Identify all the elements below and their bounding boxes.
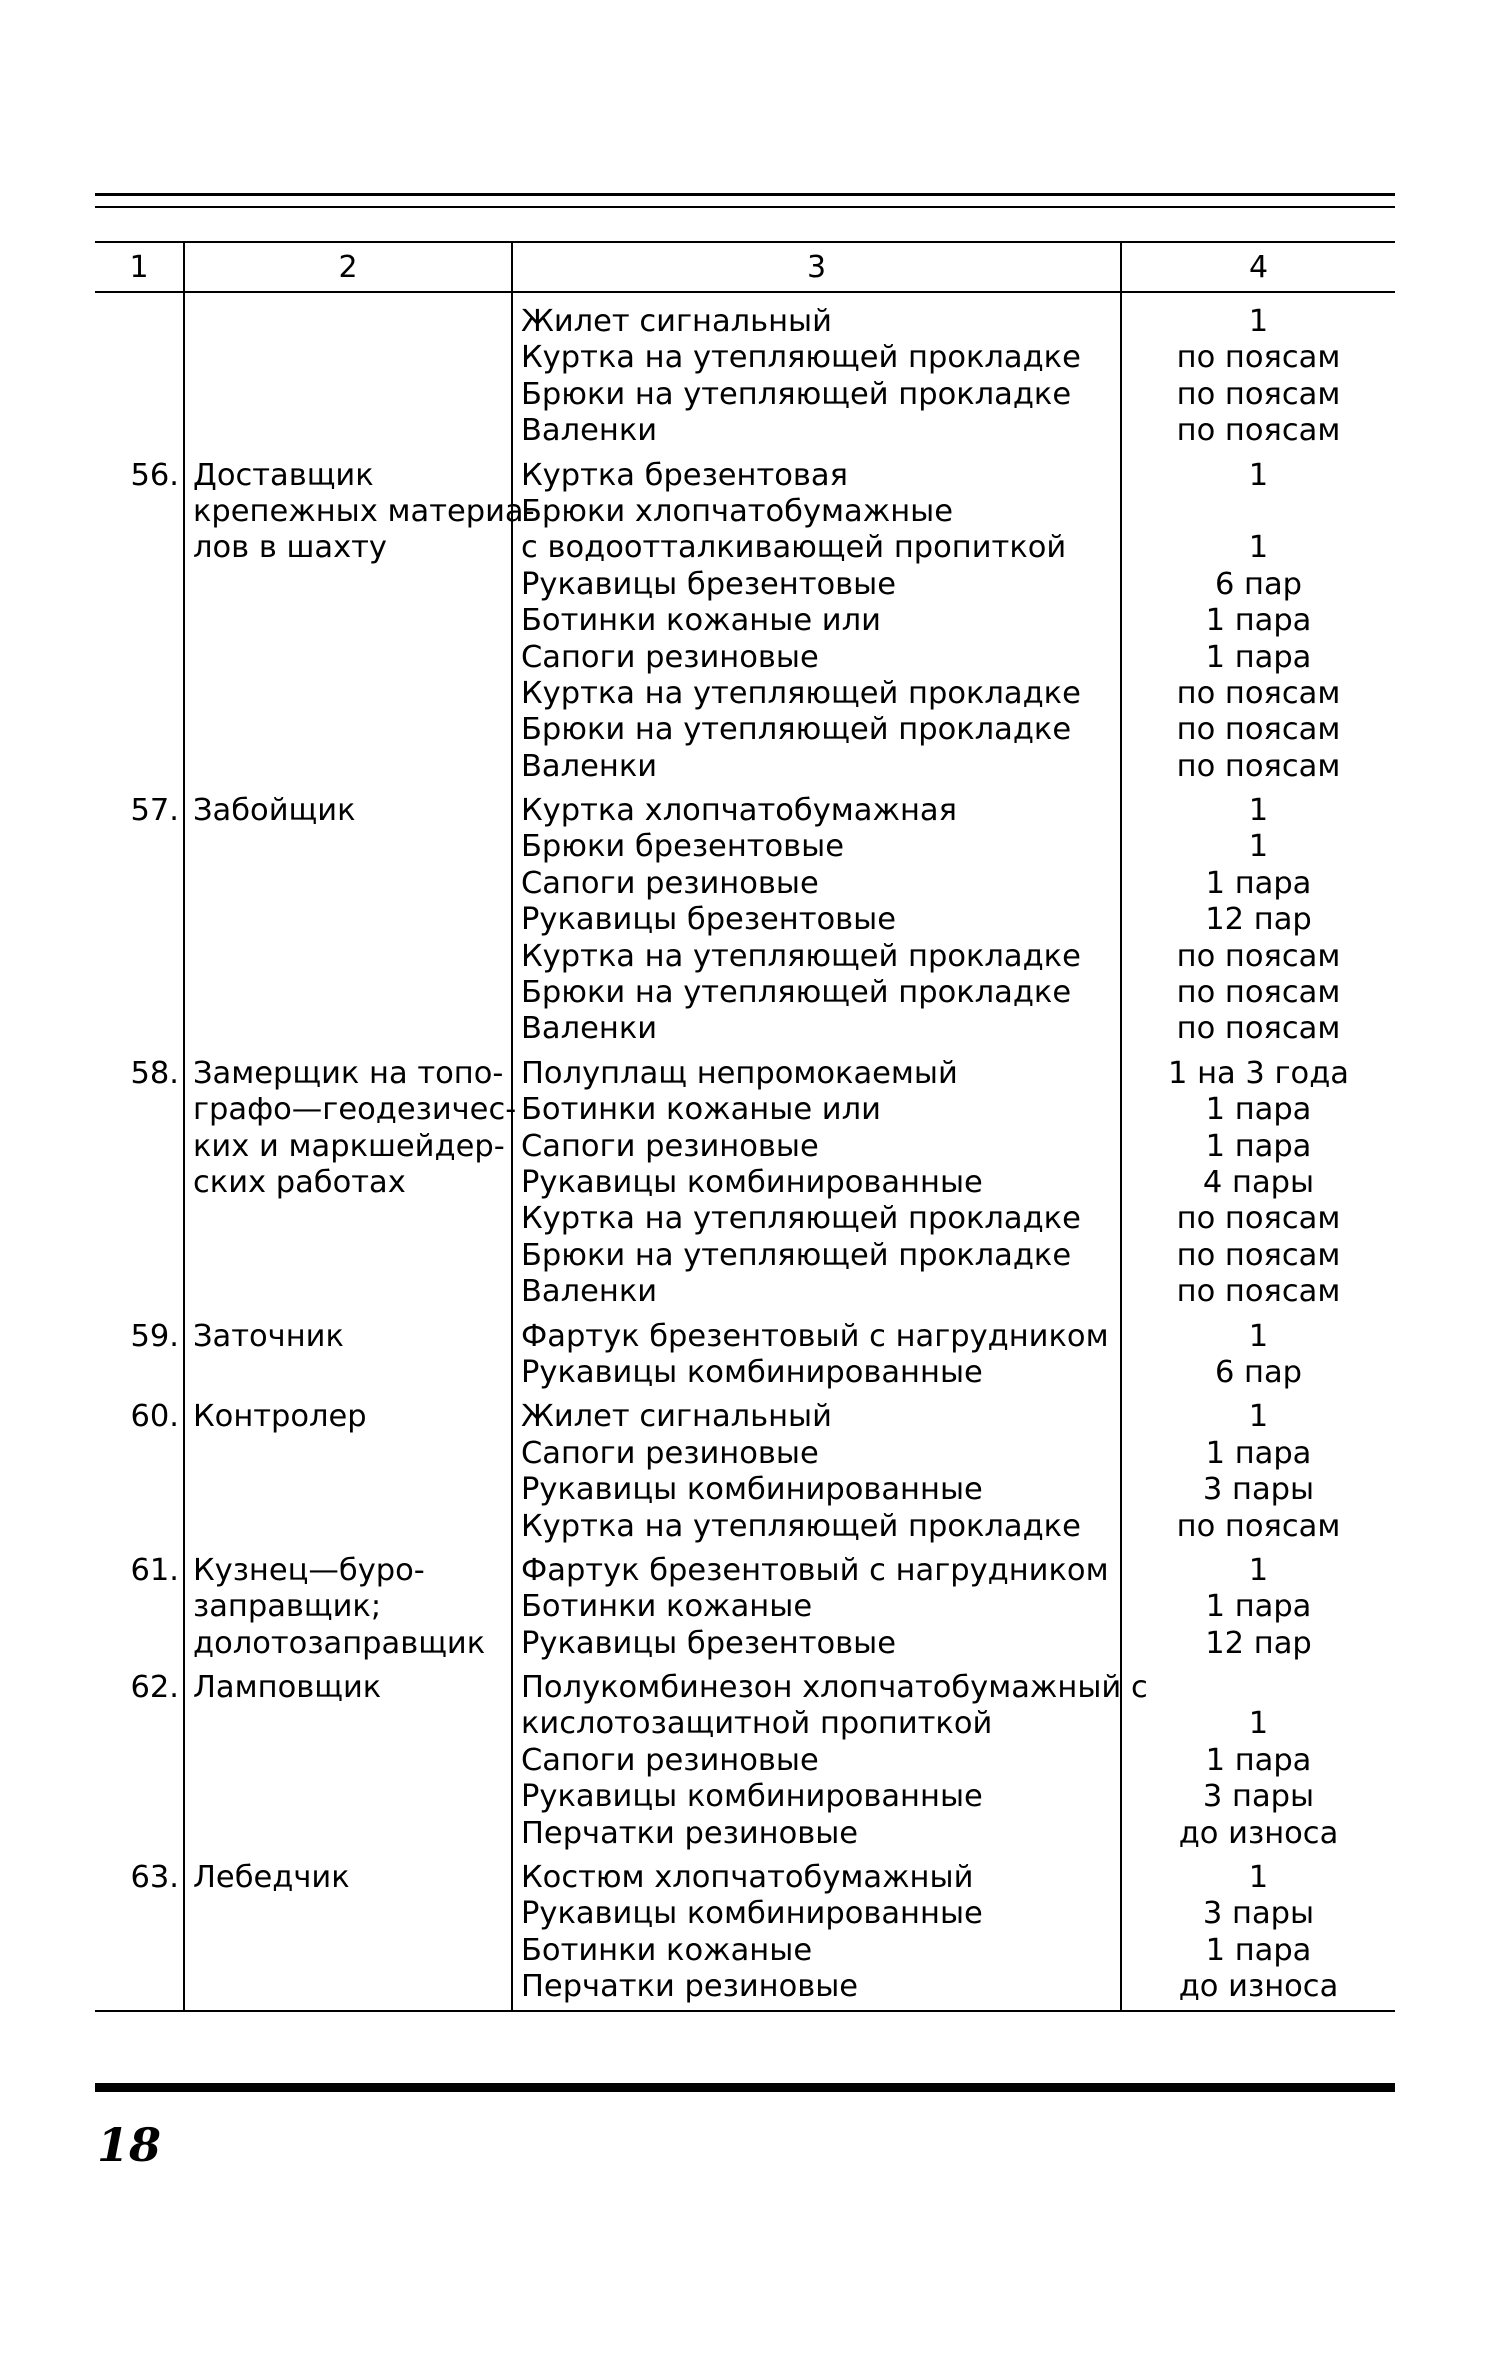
quantity-cell	[1121, 1860, 1395, 2011]
item-name: Ботинки кожаные или	[521, 603, 881, 639]
table-row	[95, 1319, 1395, 1400]
item-name: кислотозащитной пропиткой	[521, 1706, 993, 1742]
item-quantity: 1 пара	[1205, 865, 1312, 901]
items-cell	[512, 1319, 1121, 1400]
item-name: Жилет сигнальный	[521, 304, 832, 339]
column-header-4: 4	[1121, 242, 1395, 292]
quantity-cell	[1121, 1319, 1395, 1400]
profession-line: Кузнец—буро-	[193, 1552, 425, 1588]
profession-cell	[184, 1055, 517, 1319]
item-quantity: 3 пары	[1202, 1779, 1315, 1815]
quantity-cell	[1121, 1670, 1395, 1860]
profession-line: ских работах	[193, 1164, 406, 1200]
item-quantity: 1	[1248, 530, 1269, 566]
item-quantity: по поясам	[1176, 1201, 1341, 1237]
quantity-cell	[1121, 1056, 1395, 1319]
table-header-row	[95, 242, 1395, 292]
item-quantity: 1 пара	[1205, 639, 1312, 675]
column-header-3: 3	[512, 242, 1121, 292]
bottom-rule	[95, 2083, 1395, 2092]
row-number: 56.	[130, 457, 179, 493]
profession-line: ких и маркшейдер-	[193, 1128, 505, 1164]
profession-cell	[184, 1399, 512, 1553]
item-quantity: по поясам	[1176, 712, 1341, 748]
item-quantity: по поясам	[1176, 675, 1341, 711]
item-quantity: 1 на 3 года	[1168, 1055, 1349, 1091]
item-name: Рукавицы брезентовые	[521, 1625, 896, 1661]
item-name: Валенки	[521, 1011, 658, 1047]
quantity-cell	[1121, 1553, 1395, 1670]
item-name: Сапоги резиновые	[521, 1742, 819, 1778]
item-quantity: 1	[1248, 1399, 1269, 1435]
item-name: Валенки	[521, 413, 658, 449]
column-header-2: 2	[184, 242, 512, 292]
profession-line: Ламповщик	[193, 1670, 382, 1706]
item-name: Полукомбинезон хлопчатобумажный с	[521, 1670, 1148, 1706]
item-quantity: 1	[1248, 304, 1269, 339]
item-name: Сапоги резиновые	[521, 1435, 819, 1471]
row-number: 62.	[130, 1670, 179, 1706]
item-quantity: 1 пара	[1205, 1589, 1312, 1625]
profession-line: графо—геодезичес-	[193, 1092, 517, 1128]
item-quantity: по поясам	[1176, 1508, 1341, 1544]
table-row	[95, 1399, 1395, 1553]
item-name: Сапоги резиновые	[521, 865, 819, 901]
item-quantity: до износа	[1178, 1969, 1339, 2005]
item-quantity: 1 пара	[1205, 1932, 1312, 1968]
item-quantity: 3 пары	[1202, 1472, 1315, 1508]
profession-line: Лебедчик	[193, 1860, 350, 1896]
profession-line: крепежных материа-	[193, 493, 535, 529]
profession-cell	[184, 1553, 512, 1670]
item-quantity: по поясам	[1176, 1237, 1341, 1273]
quantity-cell	[1121, 292, 1395, 458]
profession-line: заправщик;	[193, 1589, 382, 1625]
profession-cell	[184, 1670, 512, 1860]
row-number: 61.	[130, 1552, 179, 1588]
items-cell	[512, 1860, 1121, 2011]
item-name: Полуплащ непромокаемый	[521, 1055, 958, 1091]
item-name: Куртка брезентовая	[521, 457, 848, 493]
item-name: Фартук брезентовый с нагрудником	[521, 1552, 1109, 1588]
item-quantity: по поясам	[1176, 1011, 1341, 1047]
item-quantity: 1 пара	[1205, 1435, 1312, 1471]
item-quantity: 1	[1248, 1706, 1269, 1742]
item-quantity: 1	[1248, 829, 1269, 865]
item-name: Рукавицы комбинированные	[521, 1779, 983, 1815]
item-quantity: по поясам	[1176, 938, 1341, 974]
item-name: Брюки на утепляющей прокладке	[521, 376, 1072, 412]
item-quantity: по поясам	[1176, 340, 1341, 376]
profession-cell	[184, 292, 512, 458]
item-name: Костюм хлопчатобумажный	[521, 1860, 974, 1896]
row-number: 60.	[130, 1399, 179, 1435]
item-quantity: по поясам	[1176, 376, 1341, 412]
table-row	[95, 793, 1395, 1056]
item-quantity: 6 пар	[1214, 566, 1303, 602]
profession-line: Забойщик	[193, 793, 356, 829]
table-row	[95, 1553, 1395, 1670]
item-name: Куртка хлопчатобумажная	[521, 793, 957, 829]
table-row	[95, 1860, 1395, 2011]
item-quantity: 1	[1248, 1860, 1269, 1896]
item-quantity: 1 пара	[1205, 1742, 1312, 1778]
top-rule-thin	[95, 206, 1395, 208]
item-quantity: по поясам	[1176, 413, 1341, 449]
column-header-1: 1	[95, 242, 184, 292]
item-name: Брюки на утепляющей прокладке	[521, 1237, 1072, 1273]
profession-cell	[184, 793, 512, 1056]
item-quantity: по поясам	[1176, 975, 1341, 1011]
profession-line: Заточник	[193, 1318, 344, 1354]
item-quantity: 1 пара	[1205, 603, 1312, 639]
item-name: Фартук брезентовый с нагрудником	[521, 1318, 1109, 1354]
item-quantity: 4 пары	[1202, 1164, 1315, 1200]
profession-line: лов в шахту	[193, 530, 387, 566]
profession-line: Замерщик на топо-	[193, 1055, 504, 1091]
row-number: 58.	[130, 1055, 179, 1091]
item-name: Валенки	[521, 1274, 658, 1310]
item-name: Куртка на утепляющей прокладке	[521, 938, 1081, 974]
item-quantity: по поясам	[1176, 1274, 1341, 1310]
item-quantity: до износа	[1178, 1815, 1339, 1851]
profession-line: Доставщик	[193, 457, 374, 493]
item-name: Ботинки кожаные	[521, 1932, 813, 1968]
item-name: Рукавицы брезентовые	[521, 902, 896, 938]
item-name: Перчатки резиновые	[521, 1969, 859, 2005]
item-name: Сапоги резиновые	[521, 1128, 819, 1164]
profession-line: Контролер	[193, 1399, 367, 1435]
item-name: Жилет сигнальный	[521, 1399, 832, 1435]
quantity-cell	[1121, 793, 1395, 1056]
item-name: Брюки на утепляющей прокладке	[521, 975, 1072, 1011]
row-number: 57.	[130, 793, 179, 829]
top-rule-thick	[95, 193, 1395, 196]
item-quantity: 12 пар	[1205, 902, 1312, 938]
item-quantity: 1	[1248, 793, 1269, 829]
item-name: Рукавицы комбинированные	[521, 1896, 983, 1932]
item-name: Ботинки кожаные или	[521, 1092, 881, 1128]
quantity-cell	[1121, 1399, 1395, 1553]
item-quantity: 1	[1248, 457, 1269, 493]
item-name: Рукавицы комбинированные	[521, 1164, 983, 1200]
workwear-norms-table	[95, 241, 1395, 2012]
items-cell	[512, 1670, 1148, 1860]
item-quantity	[1122, 1670, 1395, 1706]
item-quantity: 6 пар	[1214, 1354, 1303, 1390]
item-quantity: по поясам	[1176, 748, 1341, 784]
item-name: Перчатки резиновые	[521, 1815, 859, 1851]
table-row	[95, 1670, 1395, 1860]
table-row	[95, 292, 1395, 458]
row-number: 59.	[130, 1318, 179, 1354]
item-quantity: 1 пара	[1205, 1128, 1312, 1164]
items-cell	[512, 1056, 1121, 1319]
item-name: Куртка на утепляющей прокладке	[521, 1201, 1081, 1237]
items-cell	[512, 1553, 1121, 1670]
items-cell	[512, 292, 1121, 458]
profession-cell	[184, 1860, 512, 2011]
table-body	[95, 292, 1395, 2011]
item-name: Ботинки кожаные	[521, 1589, 813, 1625]
row-number: 63.	[95, 1860, 184, 2011]
item-quantity: 12 пар	[1205, 1625, 1312, 1661]
item-name: Валенки	[521, 748, 658, 784]
quantity-cell	[1121, 458, 1395, 794]
item-name: Рукавицы брезентовые	[521, 566, 896, 602]
item-name: Рукавицы комбинированные	[521, 1472, 983, 1508]
item-name: Рукавицы комбинированные	[521, 1354, 983, 1390]
item-quantity: 1	[1248, 1552, 1269, 1588]
item-name: Брюки брезентовые	[521, 829, 845, 865]
item-name: Сапоги резиновые	[521, 639, 819, 675]
items-cell	[512, 458, 1121, 794]
table-row	[95, 1056, 1395, 1319]
item-name: Брюки на утепляющей прокладке	[521, 712, 1072, 748]
table-row	[95, 458, 1395, 794]
item-quantity	[1122, 494, 1395, 530]
page-number: 18	[97, 2118, 162, 2172]
items-cell	[512, 1399, 1121, 1553]
item-name: Брюки хлопчатобумажные	[521, 493, 954, 529]
workwear-norms-table-wrapper	[95, 241, 1395, 2012]
profession-cell	[184, 457, 535, 794]
item-quantity: 1	[1248, 1318, 1269, 1354]
row-number	[95, 292, 184, 458]
item-name: Куртка на утепляющей прокладке	[521, 340, 1081, 376]
item-quantity: 1 пара	[1205, 1092, 1312, 1128]
item-quantity: 3 пары	[1202, 1896, 1315, 1932]
item-name: Куртка на утепляющей прокладке	[521, 675, 1081, 711]
items-cell	[512, 793, 1121, 1056]
profession-line: долотозаправщик	[193, 1625, 486, 1661]
item-name: с водоотталкивающей пропиткой	[521, 530, 1067, 566]
profession-cell	[184, 1319, 512, 1400]
item-name: Куртка на утепляющей прокладке	[521, 1508, 1081, 1544]
